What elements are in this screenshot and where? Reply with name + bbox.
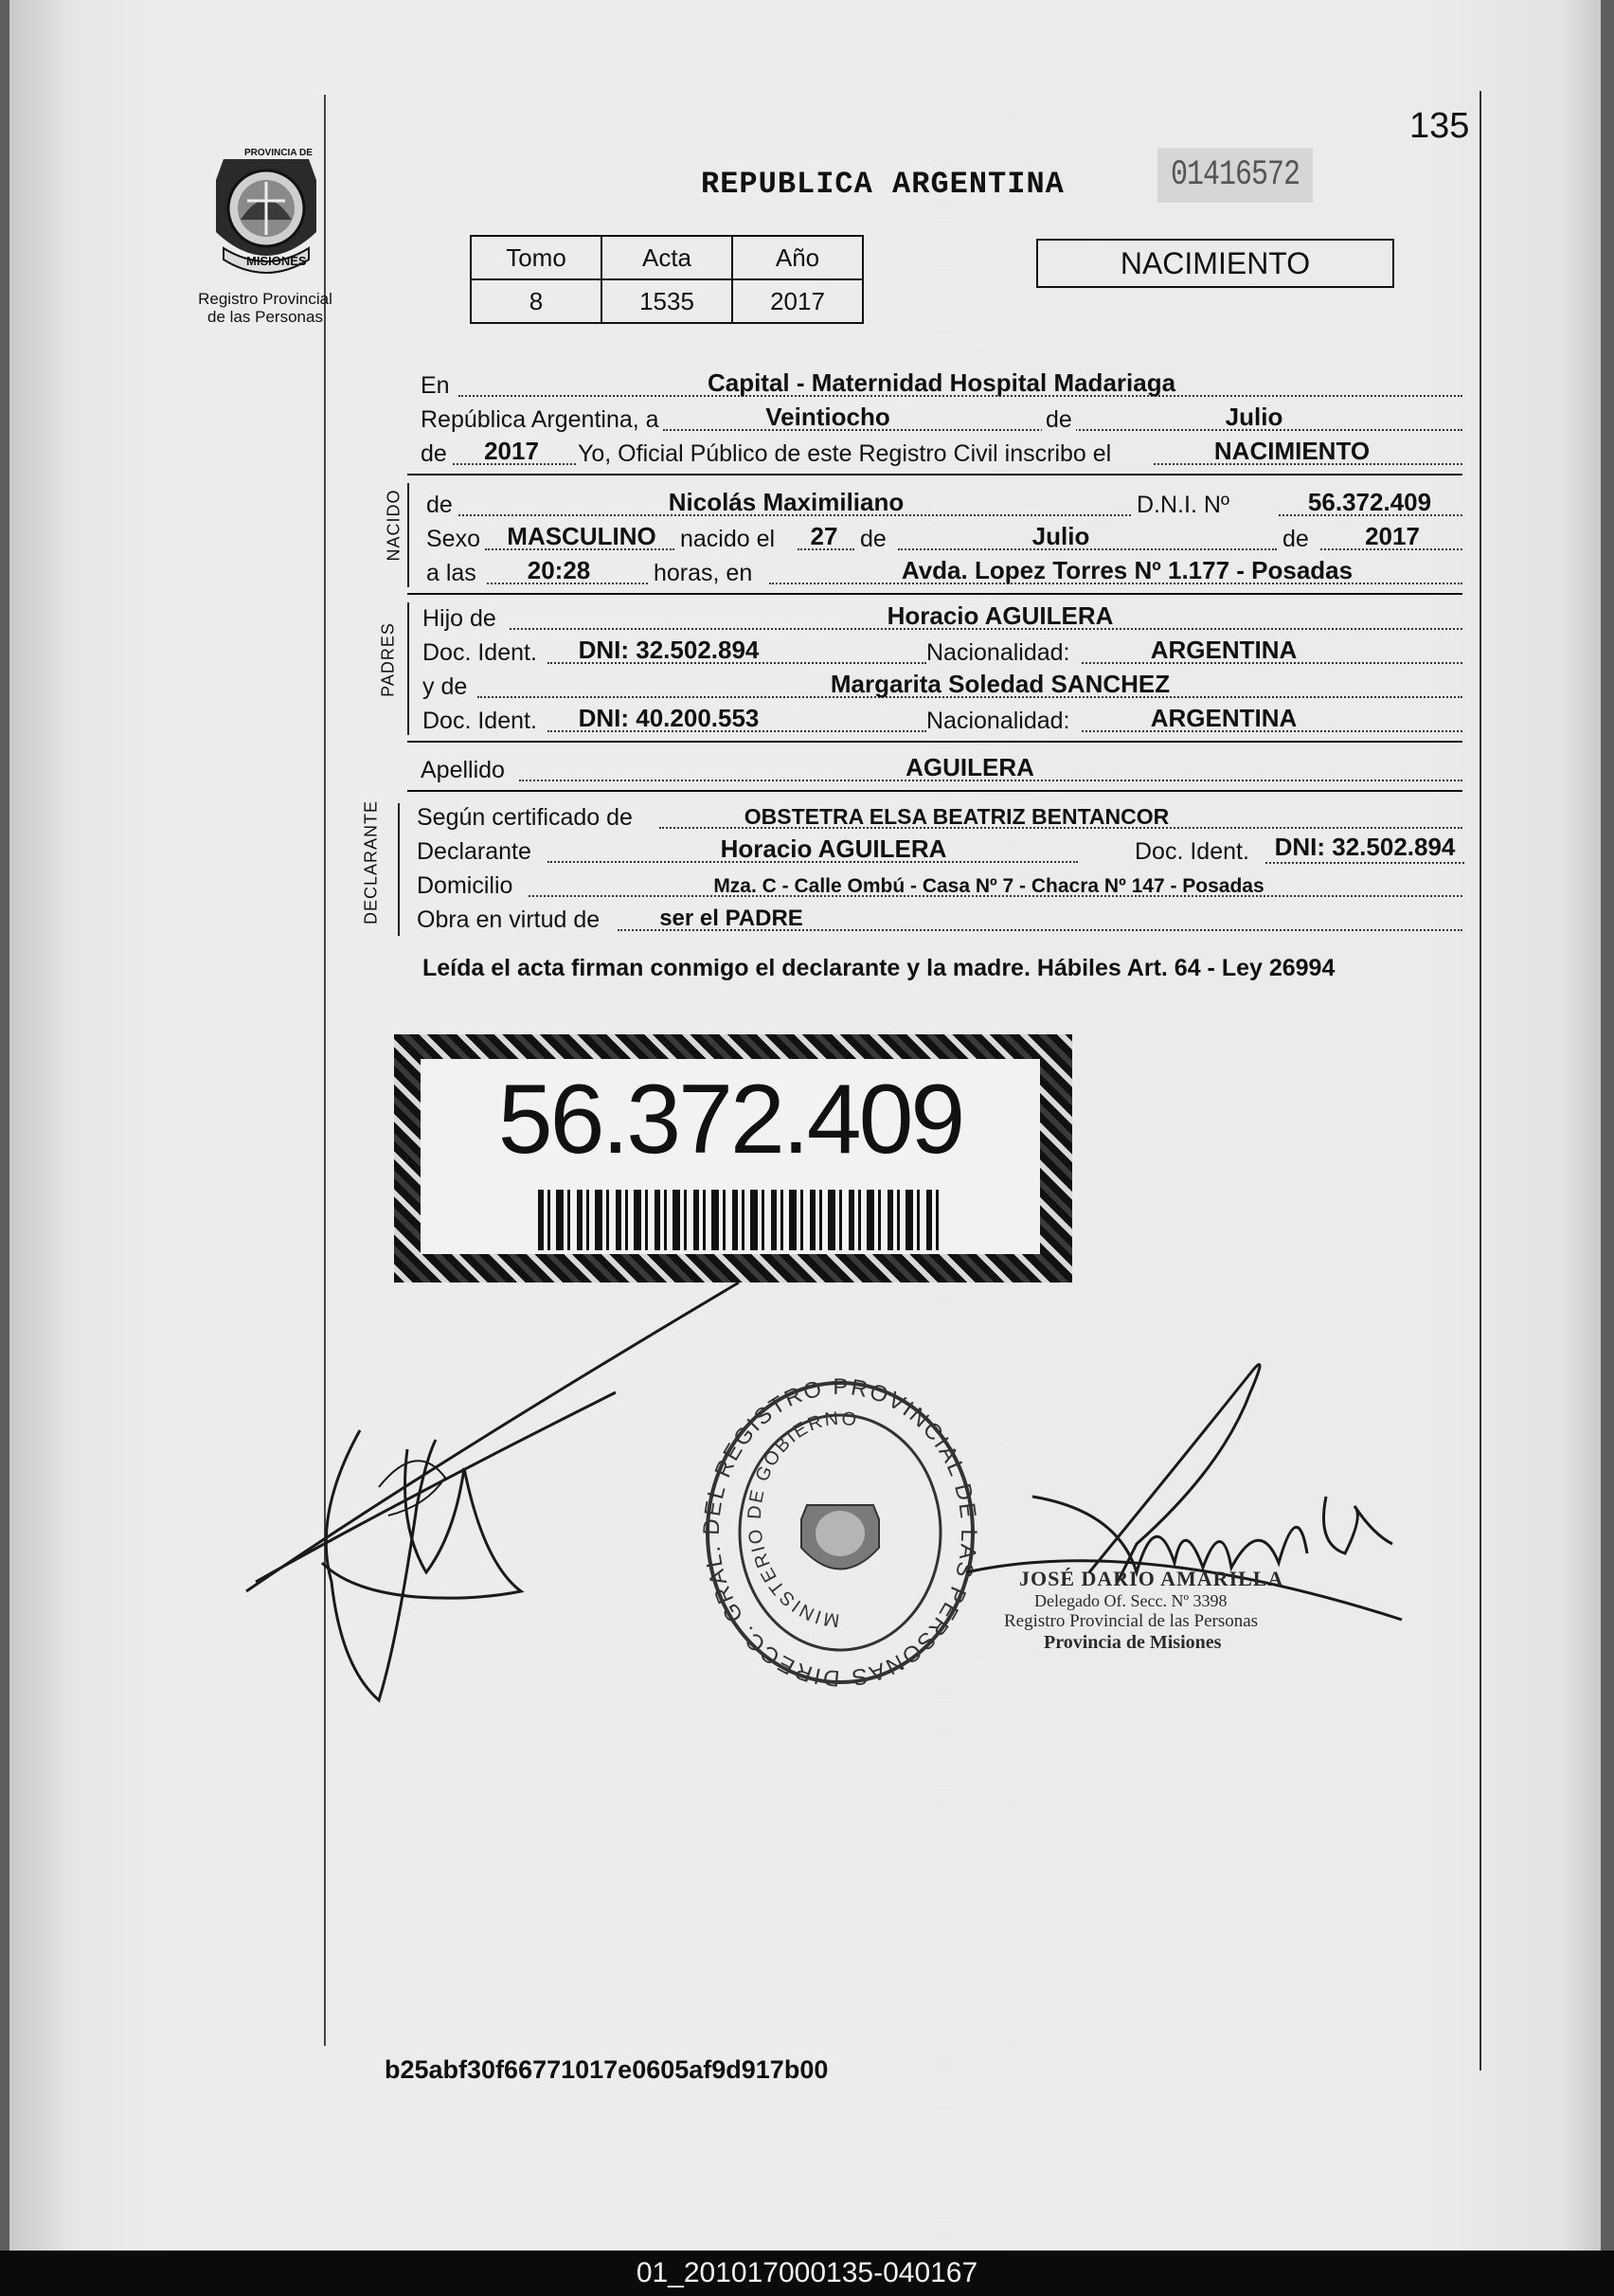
table-header-tomo: Tomo [471, 236, 601, 279]
value-address: Mza. C - Calle Ombú - Casa Nº 7 - Chacra Nº 147 - Posadas [713, 875, 1264, 897]
label-de-year: de [1282, 526, 1309, 552]
value-mother-dni: DNI: 40.200.553 [578, 704, 760, 732]
label-doc-ident-2: Doc. Ident. [422, 708, 537, 734]
label-dni: D.N.I. Nº [1131, 492, 1235, 519]
page-number: 135 [1409, 106, 1470, 146]
value-birth-time: 20:28 [527, 556, 591, 584]
row-surname [421, 750, 1462, 784]
value-father-dni: DNI: 32.502.894 [578, 636, 760, 664]
value-father-name: Horacio AGUILERA [887, 601, 1114, 630]
stamp-seal-icon [703, 1377, 977, 1688]
official-block [1004, 1567, 1402, 1654]
row-declarant [417, 832, 1462, 866]
label-a-las: a las [426, 560, 476, 586]
row-child-name [426, 485, 1462, 519]
row-year-record [421, 434, 1462, 468]
logo-caption-line2: de las Personas [207, 308, 323, 326]
official-province: Provincia de Misiones [1044, 1632, 1222, 1653]
official-office: Registro Provincial de las Personas [1004, 1611, 1259, 1631]
value-mother-nationality: ARGENTINA [1150, 704, 1298, 732]
value-day-text: Veintiocho [765, 403, 890, 431]
document-hash: b25abf30f66771017e0605af9d917b00 [385, 2055, 829, 2084]
barcode [538, 1190, 942, 1250]
country-title: REPUBLICA ARGENTINA [701, 167, 1065, 202]
section-label-padres: PADRES [378, 622, 398, 697]
table-header-anio: Año [732, 236, 863, 279]
scan-footer: 01_201017000135-040167 [0, 2251, 1614, 2296]
value-child-name: Nicolás Maximiliano [668, 488, 905, 516]
label-doc-ident-3: Doc. Ident. [1135, 838, 1249, 865]
serial-number: 01416572 [1157, 148, 1313, 203]
value-child-dni: 56.372.409 [1307, 488, 1432, 516]
left-margin-line [324, 95, 326, 2046]
row-place [421, 366, 1462, 400]
row-date-text [421, 400, 1462, 434]
section-bracket [398, 803, 400, 936]
value-certificate-by: OBSTETRA ELSA BEATRIZ BENTANCOR [744, 804, 1170, 829]
section-bracket [407, 483, 409, 587]
label-nacionalidad-2: Nacionalidad: [926, 708, 1070, 734]
table-header-acta: Acta [601, 236, 732, 279]
logo-ring-bottom-text: MISIONES [246, 254, 307, 268]
dni-label [421, 1059, 1040, 1254]
value-surname: AGUILERA [906, 753, 1034, 781]
section-divider [407, 741, 1462, 743]
label-doc-ident: Doc. Ident. [422, 639, 537, 666]
label-segun: Según certificado de [417, 804, 633, 831]
label-apellido: Apellido [421, 757, 505, 783]
row-mother-name [422, 667, 1462, 701]
declarant-signature [237, 1279, 767, 1714]
label-nacido-el: nacido el [680, 526, 776, 552]
value-declarant-dni: DNI: 32.502.894 [1265, 833, 1464, 864]
section-divider [407, 474, 1462, 475]
row-address [417, 866, 1462, 900]
label-republica: República Argentina, a [421, 406, 659, 433]
label-yo: Yo, Oficial Público de este Registro Civil inscribo el [578, 440, 1112, 467]
row-sex-birthdate [426, 519, 1462, 553]
value-birth-day: 27 [810, 522, 838, 550]
value-record: NACIMIENTO [1213, 437, 1371, 465]
official-title: Delegado Of. Secc. Nº 3398 [1034, 1591, 1228, 1610]
section-divider [407, 593, 1462, 595]
label-sexo: Sexo [426, 526, 480, 552]
logo-ring-top-text: PROVINCIA DE [244, 148, 313, 158]
document-type-box: NACIMIENTO [1036, 239, 1394, 288]
dni-label-frame [394, 1034, 1072, 1283]
stamp-inner-text: MINISTERIO DE GOBIERNO [744, 1408, 860, 1631]
stamp-outer-text: DIRECC. GRAL L REGISTRO PROVINCIAL D S PERSONAS [703, 1377, 977, 1688]
value-month: Julio [1225, 403, 1283, 431]
row-father-name [422, 599, 1462, 633]
label-hijo-de: Hijo de [422, 605, 496, 632]
right-border-line [1480, 91, 1481, 2071]
logo-caption [180, 290, 350, 326]
label-de-month: de [860, 526, 887, 552]
row-certificate [417, 798, 1462, 832]
row-by-virtue [417, 900, 1462, 934]
value-mother-name: Margarita Soledad SANCHEZ [830, 670, 1171, 698]
label-de-name: de [426, 492, 453, 518]
label-domicilio: Domicilio [417, 872, 513, 899]
table-value-tomo: 8 [471, 279, 601, 323]
document-sheet [9, 0, 1601, 2251]
label-nacionalidad: Nacionalidad: [926, 639, 1070, 666]
section-bracket [407, 602, 409, 735]
official-stamp [703, 1377, 977, 1688]
label-de: de [421, 440, 447, 467]
record-index-table [470, 235, 864, 324]
dni-label-number: 56.372.409 [497, 1065, 963, 1175]
table-value-acta: 1535 [601, 279, 732, 323]
value-birth-year: 2017 [1365, 522, 1420, 550]
value-birth-month: Julio [1031, 522, 1090, 550]
value-birth-place: Avda. Lopez Torres Nº 1.177 - Posadas [901, 556, 1354, 584]
row-father-doc [422, 633, 1462, 667]
row-mother-doc [422, 701, 1462, 735]
value-by-virtue: ser el PADRE [659, 906, 803, 931]
label-y-de: y de [422, 673, 468, 700]
value-declarant: Horacio AGUILERA [720, 834, 947, 863]
label-de-mid: de [1042, 406, 1076, 434]
section-label-declarante: DECLARANTE [361, 799, 381, 925]
registry-logo [195, 142, 337, 289]
closing-note: Leída el acta firman conmigo el declarante y la madre. Hábiles Art. 64 - Ley 26994 [422, 955, 1336, 981]
value-place: Capital - Maternidad Hospital Madariaga [707, 368, 1176, 397]
label-obra: Obra en virtud de [417, 906, 601, 933]
table-value-anio: 2017 [732, 279, 863, 323]
value-father-nationality: ARGENTINA [1150, 636, 1298, 664]
label-declarante: Declarante [417, 838, 531, 865]
value-year: 2017 [484, 437, 539, 465]
section-divider [407, 790, 1462, 792]
value-sex: MASCULINO [507, 522, 656, 550]
label-en: En [421, 372, 450, 399]
logo-caption-line1: Registro Provincial [198, 290, 332, 308]
section-label-nacido: NACIDO [384, 489, 404, 562]
label-horas-en: horas, en [654, 560, 753, 586]
official-name: JOSÉ DARIO AMARILLA [1019, 1567, 1284, 1590]
row-time-place [426, 553, 1462, 587]
